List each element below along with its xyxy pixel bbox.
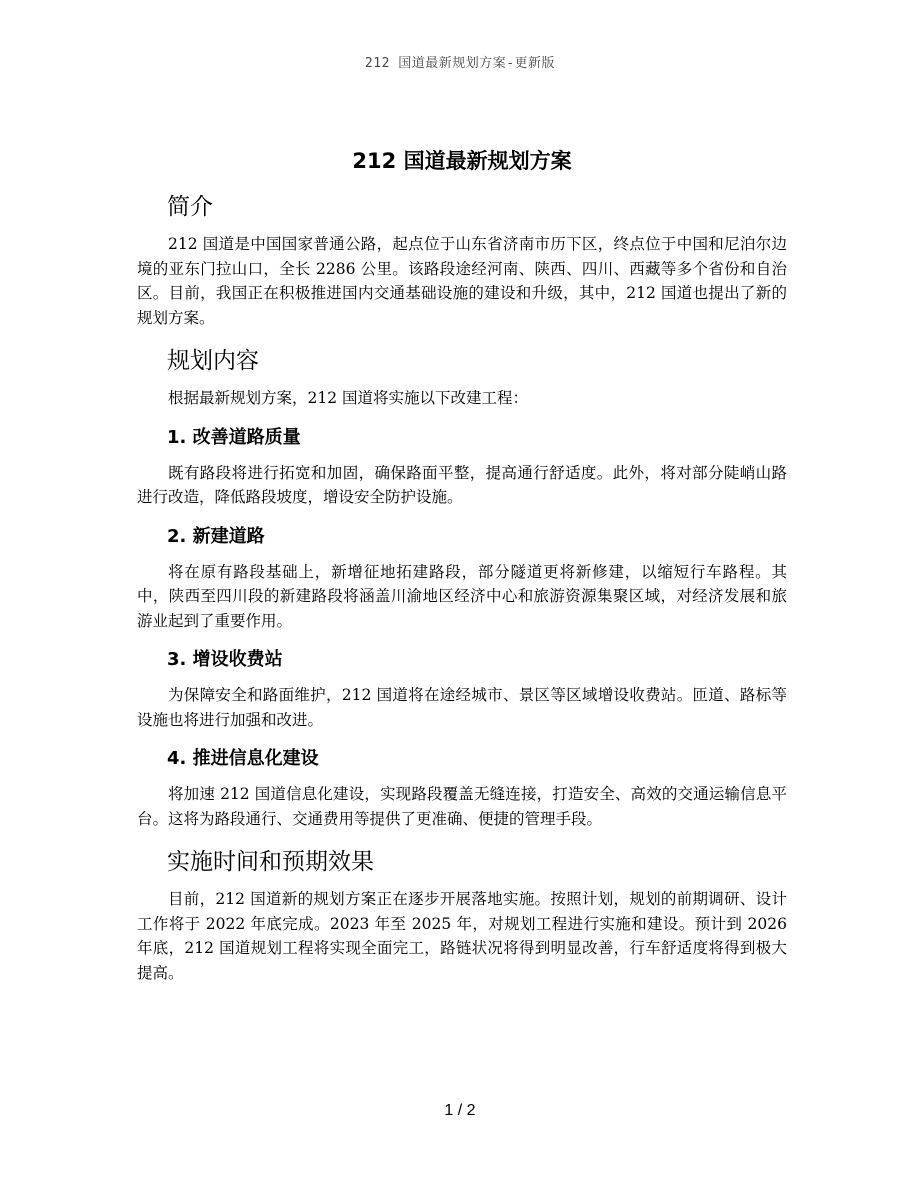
subsection-paragraph-informatization: 将加速 212 国道信息化建设，实现路段覆盖无缝连接，打造安全、高效的交通运输信息平台。这将为路段通行、交通费用等提供了更准确、便捷的管理手段。 <box>137 785 787 828</box>
schedule-paragraph: 目前，212 国道新的规划方案正在逐步开展落地实施。按照计划，规划的前期调研、设计工作将于 2022 年底完成。2023 年至 2025 年，对规划工程进行实施和建设。预计到 2026 年底，212 国道规划工程将实现全面完工，路链状况将得到明显改善，行车舒适度将得到极大提高。 <box>137 890 787 982</box>
subsection-heading-informatization: 4. 推进信息化建设 <box>167 748 319 769</box>
running-header: 212 国道最新规划方案-更新版 <box>364 56 556 71</box>
document-body <box>137 146 787 999</box>
section-schedule <box>137 845 787 985</box>
section-heading-schedule: 实施时间和预期效果 <box>167 849 374 875</box>
section-heading-intro: 简介 <box>167 194 213 220</box>
subsection-paragraph-toll-stations: 为保障安全和路面维护，212 国道将在途经城市、景区等区域增设收费站。匝道、路标等设施也将进行加强和改进。 <box>137 686 787 729</box>
subsection-heading-road-quality: 1. 改善道路质量 <box>167 426 301 448</box>
subsection-heading-new-road: 2. 新建道路 <box>167 525 265 547</box>
subsection-paragraph-new-road: 将在原有路段基础上，新增征地拓建路段，部分隧道更将新修建，以缩短行车路程。其中，陕西至四川段的新建路段将涵盖川渝地区经济中心和旅游资源集聚区域，对经济发展和旅游业起到了重要作用。 <box>137 562 787 630</box>
document-title: 212 国道最新规划方案 <box>352 149 572 173</box>
subsection-paragraph-road-quality: 既有路段将进行拓宽和加固，确保路面平整，提高通行舒适度。此外，将对部分陡峭山路进行改造，降低路段坡度，增设安全防护设施。 <box>137 463 787 506</box>
section-plan <box>137 344 787 831</box>
plan-lead-paragraph: 根据最新规划方案，212 国道将实施以下改建工程： <box>168 389 529 407</box>
page-number: 1 / 2 <box>444 1102 476 1119</box>
subsection-heading-toll-stations: 3. 增设收费站 <box>167 649 283 670</box>
section-intro <box>137 190 787 330</box>
section-heading-plan: 规划内容 <box>167 348 259 374</box>
intro-paragraph: 212 国道是中国国家普通公路，起点位于山东省济南市历下区，终点位于中国和尼泊尔边境的亚东门拉山口，全长 2286 公里。该路段途经河南、陕西、四川、西藏等多个省份和自治区。目前，我国正在积极推进国内交通基础设施的建设和升级，其中，212 国道也提出了新的规划方案。 <box>137 235 787 327</box>
